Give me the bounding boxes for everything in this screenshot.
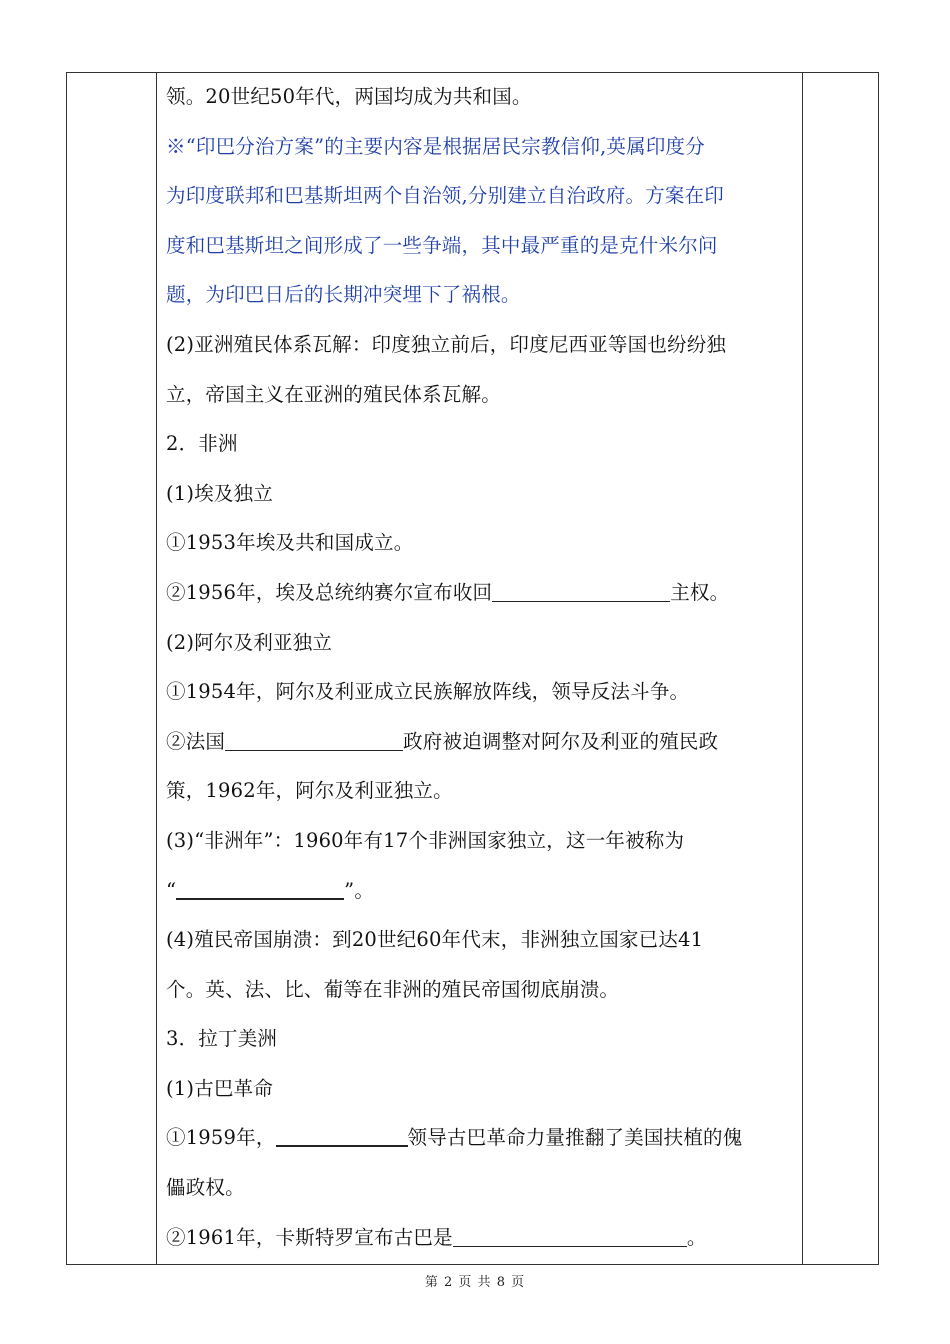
fill-in-line	[166, 717, 802, 767]
line-text-after: 。	[686, 1225, 707, 1249]
line-text-before: ②法国	[166, 729, 226, 753]
text-line: ①1953年埃及共和国成立。	[166, 531, 414, 555]
text-line: 立，帝国主义在亚洲的殖民体系瓦解。	[166, 382, 501, 406]
note-line: 度和巴基斯坦之间形成了一些争端，其中最严重的是克什米尔问	[166, 233, 718, 257]
text-line: (3)“非洲年”：1960年有17个非洲国家独立，这一年被称为	[166, 828, 685, 852]
text-line: 领。20世纪50年代，两国均成为共和国。	[166, 85, 532, 108]
text-line: 个。英、法、比、葡等在非洲的殖民帝国彻底崩溃。	[166, 977, 620, 1001]
answer-blank[interactable]	[225, 730, 403, 751]
text-line: (2)亚洲殖民体系瓦解：印度独立前后，印度尼西亚等国也纷纷独	[166, 332, 727, 356]
fill-in-line	[166, 1213, 802, 1263]
section-heading: 2．非洲	[166, 432, 238, 456]
lesson-content	[166, 72, 802, 1262]
answer-blank[interactable]	[453, 1226, 687, 1247]
line-text-before: ①1959年，	[166, 1126, 276, 1150]
text-line: (4)殖民帝国崩溃：到20世纪60年代末，非洲独立国家已达41	[166, 928, 704, 952]
fill-in-line	[166, 568, 802, 618]
section-heading: 3．拉丁美洲	[166, 1027, 278, 1051]
table-column-divider	[156, 73, 157, 1264]
note-line: 为印度联邦和巴基斯坦两个自治领,分别建立自治政府。方案在印	[166, 184, 724, 208]
line-text-before: ②1961年，卡斯特罗宣布古巴是	[166, 1225, 453, 1249]
answer-blank[interactable]	[176, 878, 344, 900]
page-footer: 第 2 页 共 8 页	[424, 1275, 526, 1290]
text-line: 策，1962年，阿尔及利亚独立。	[166, 779, 453, 803]
line-text-after: 主权。	[670, 580, 730, 604]
text-line: ①1954年，阿尔及利亚成立民族解放阵线，领导反法斗争。	[166, 680, 690, 704]
line-text-before: “	[166, 878, 177, 902]
subsection-heading: (2)阿尔及利亚独立	[166, 630, 333, 654]
table-column-divider	[802, 73, 803, 1264]
note-line: 题，为印巴日后的长期冲突埋下了祸根。	[166, 283, 521, 307]
subsection-heading: (1)古巴革命	[166, 1076, 274, 1100]
fill-in-line	[166, 1113, 802, 1163]
text-line: 儡政权。	[166, 1176, 245, 1200]
line-text-after: 领导古巴革命力量推翻了美国扶植的傀	[407, 1126, 743, 1150]
note-line: ※“印巴分治方案”的主要内容是根据居民宗教信仰,英属印度分	[166, 134, 705, 158]
subsection-heading: (1)埃及独立	[166, 481, 274, 505]
line-text-before: ②1956年，埃及总统纳赛尔宣布收回	[166, 580, 493, 604]
answer-blank[interactable]	[276, 1125, 408, 1147]
fill-in-line	[166, 866, 802, 916]
line-text-after: 政府被迫调整对阿尔及利亚的殖民政	[403, 729, 719, 753]
line-text-after: ”。	[344, 878, 375, 902]
answer-blank[interactable]	[492, 581, 670, 602]
